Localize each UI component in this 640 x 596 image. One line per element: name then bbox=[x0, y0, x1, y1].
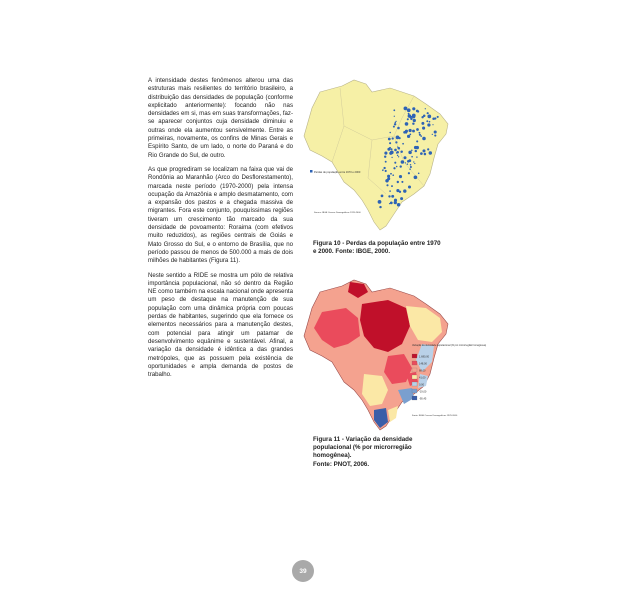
loss-dot bbox=[384, 152, 387, 155]
loss-dot bbox=[429, 121, 431, 123]
figure-11-caption bbox=[313, 436, 431, 469]
loss-dot bbox=[396, 152, 397, 153]
loss-dot bbox=[420, 152, 423, 155]
fig10-source-note: Source: IBGE Censos Demográficos 1970-2000 bbox=[314, 212, 361, 214]
legend-label: -19,00 bbox=[419, 390, 427, 394]
loss-dot bbox=[424, 153, 427, 156]
figure-11-caption-line-3: homogênea). bbox=[313, 452, 352, 460]
legend-swatch bbox=[412, 368, 417, 372]
loss-dot bbox=[427, 115, 431, 119]
loss-dot bbox=[407, 118, 409, 120]
legend-label: 1.680,00 bbox=[419, 355, 430, 359]
loss-dot bbox=[405, 162, 406, 163]
loss-dot bbox=[388, 138, 391, 141]
loss-dot bbox=[411, 149, 413, 151]
loss-dot bbox=[395, 141, 397, 143]
loss-dot bbox=[427, 112, 429, 114]
loss-dot bbox=[408, 151, 412, 155]
loss-dot bbox=[427, 123, 430, 126]
fig11-source-note: Fonte: IBGE Censos Demográficos 1970-2000 bbox=[412, 415, 458, 417]
loss-dot bbox=[397, 155, 398, 156]
loss-dot bbox=[422, 127, 425, 130]
loss-dot bbox=[385, 170, 387, 172]
loss-dot bbox=[387, 175, 390, 178]
loss-dot bbox=[410, 166, 412, 168]
loss-dot bbox=[409, 116, 412, 119]
loss-dot bbox=[414, 175, 418, 179]
loss-dot bbox=[400, 151, 402, 153]
legend-swatch bbox=[412, 361, 417, 365]
loss-dot bbox=[416, 146, 419, 149]
loss-dot bbox=[437, 116, 439, 118]
loss-dot bbox=[412, 107, 415, 110]
legend-swatch bbox=[412, 382, 417, 386]
figure-11-caption-line-1: Figura 11 - Variação da densidade bbox=[313, 436, 413, 443]
loss-dot bbox=[412, 115, 416, 119]
loss-dot bbox=[434, 135, 436, 137]
loss-dot bbox=[400, 165, 402, 167]
loss-dot bbox=[401, 181, 403, 183]
page-number-badge: 39 bbox=[292, 560, 314, 582]
loss-dot bbox=[403, 156, 406, 159]
loss-dot bbox=[383, 167, 385, 169]
brazil-land-fig10 bbox=[304, 80, 448, 230]
figure-10-caption: Figura 10 - Perdas da população entre 1970 e 2000. Fonte: IBGE, 2000. bbox=[313, 240, 441, 256]
loss-dot bbox=[395, 121, 396, 122]
loss-dot bbox=[394, 199, 397, 202]
legend-swatch bbox=[412, 354, 417, 358]
legend-label: 148,00 bbox=[419, 362, 427, 366]
loss-dot bbox=[384, 156, 386, 158]
loss-dot bbox=[389, 147, 391, 149]
loss-dot bbox=[408, 113, 410, 115]
loss-dot bbox=[413, 119, 416, 122]
loss-dot bbox=[429, 151, 432, 154]
loss-dot bbox=[402, 143, 404, 145]
paragraph-3: Neste sentido a RIDE se mostra um pólo de relativa importância populacional, não só dentro da Região NE como também na escala nacional onde apresenta um peso de destaque na manutenção de sua população com uma dinâmica própria com poucas perdas de habitantes, sugerindo que ela fornece os elementos necessários para a manutenção destes, com potencial para atingir um patamar de desenvolvimento equânime e sustentável. Afinal, a variação da densidade é idêntica a das grandes metrópoles, que as possuem pela existência de oportunidades e ampla demanda de postos de trabalho. bbox=[148, 271, 293, 379]
figure-10-map bbox=[302, 78, 452, 233]
loss-dot bbox=[390, 202, 393, 205]
loss-dot bbox=[408, 110, 411, 113]
loss-dot bbox=[396, 136, 400, 140]
loss-dot bbox=[403, 189, 406, 192]
legend-swatch bbox=[412, 389, 417, 393]
loss-dot bbox=[409, 168, 411, 170]
legend-swatch bbox=[412, 375, 417, 379]
loss-dot bbox=[391, 185, 393, 187]
loss-dot bbox=[392, 174, 394, 176]
loss-dot bbox=[396, 189, 399, 192]
legend-label: 41,00 bbox=[419, 376, 426, 380]
loss-dot bbox=[405, 122, 409, 126]
loss-dot bbox=[386, 184, 388, 186]
loss-dot bbox=[390, 148, 392, 150]
loss-dot bbox=[388, 195, 390, 197]
loss-dot bbox=[408, 129, 411, 132]
loss-dot bbox=[407, 160, 410, 163]
loss-dot bbox=[418, 132, 420, 134]
loss-dot bbox=[398, 156, 399, 157]
loss-dot bbox=[434, 130, 437, 133]
loss-dot bbox=[416, 156, 417, 157]
loss-dot bbox=[416, 128, 419, 131]
loss-dot bbox=[393, 126, 395, 128]
loss-dot bbox=[403, 131, 406, 134]
legend-label: 0,00 bbox=[419, 383, 425, 387]
loss-dot bbox=[412, 130, 415, 133]
loss-dot bbox=[378, 200, 382, 204]
loss-dot bbox=[422, 149, 425, 152]
figure-11-caption-line-4: Fonte: PNOT, 2006. bbox=[313, 460, 370, 468]
loss-dot bbox=[410, 164, 412, 166]
loss-dot bbox=[389, 132, 391, 134]
loss-dot bbox=[412, 122, 414, 124]
loss-dot bbox=[381, 195, 382, 196]
loss-dot bbox=[418, 173, 420, 175]
loss-dot bbox=[432, 117, 435, 120]
loss-dot bbox=[421, 122, 424, 125]
loss-dot bbox=[393, 167, 395, 169]
loss-dot bbox=[392, 137, 394, 139]
loss-dot bbox=[414, 163, 415, 164]
loss-dot bbox=[416, 110, 419, 113]
loss-dot bbox=[421, 116, 423, 118]
loss-dot bbox=[399, 175, 402, 178]
loss-dot bbox=[411, 156, 413, 158]
loss-dot bbox=[394, 162, 396, 164]
figure-11-caption-line-2: populacional (% por microrregião bbox=[313, 444, 412, 452]
loss-dot bbox=[382, 169, 383, 170]
loss-dot bbox=[397, 127, 400, 130]
legend-label: 88,00 bbox=[419, 369, 426, 373]
paragraph-2: As que progrediram se localizam na faixa que vai de Rondônia ao Maranhão (Arco do Desflorestamento), marcada neste período (1970-2000) pela intensa ocupação da Amazônia e amplo desmatamento, com a expansão dos pastos e a chegada massiva de migrantes. Fora este conjunto, pouquíssimas regiões tiveram um crescimento tão marcado da sua densidade de povoamento: Roraima (com efetivos muito reduzidos), as regiões centrais de Goiás e Mato Grosso do Sul, e o entorno de Brasília, que no período passou de menos de 500.000 a mais de dois milhões de habitantes (Figura 11). bbox=[148, 165, 293, 265]
loss-dot bbox=[401, 160, 405, 164]
loss-dot bbox=[393, 109, 395, 111]
loss-dot bbox=[432, 124, 433, 125]
loss-dot bbox=[427, 148, 429, 150]
legend-label: -95,45 bbox=[419, 397, 427, 401]
loss-dot bbox=[390, 173, 392, 175]
paragraph-1: A intensidade destes fenômenos alterou uma das estruturas mais resilientes do território brasileiro, a distribuição das densidades de população (conforme explicitado anteriormente): focando não nas densidades em si, mas em suas transformações, faz-se aparecer conjuntos cuja densidade diminuiu e outras onde ela aumentou sensivelmente. Entre as primeiras, novamente, os confins de Minas Gerais e Espírito Santo, de um lado, o norte do Paraná e do Rio Grande do Sul, de outro. bbox=[148, 77, 293, 159]
loss-dot bbox=[408, 185, 411, 188]
loss-dot bbox=[408, 172, 410, 174]
loss-dot bbox=[426, 120, 428, 122]
loss-dot bbox=[419, 134, 421, 136]
fig11-legend-title: Variação da densidade populacional (% por microrregião homogênea) bbox=[412, 344, 487, 347]
fig10-legend-title: Perdas de população entre 1970 e 2000 bbox=[314, 171, 361, 174]
loss-dot bbox=[397, 181, 399, 183]
loss-dot bbox=[389, 152, 392, 155]
loss-dot bbox=[391, 195, 394, 198]
loss-dot bbox=[394, 116, 395, 117]
legend-swatch bbox=[412, 396, 417, 400]
loss-dot bbox=[407, 163, 409, 165]
loss-dot bbox=[416, 140, 418, 142]
loss-dot bbox=[422, 137, 426, 141]
loss-dot bbox=[409, 133, 411, 135]
loss-dot bbox=[415, 150, 417, 152]
loss-dot bbox=[389, 142, 391, 144]
loss-dot bbox=[397, 146, 398, 147]
loss-dot bbox=[397, 203, 401, 207]
loss-dot bbox=[400, 197, 403, 200]
loss-dot bbox=[394, 123, 396, 125]
loss-dot bbox=[432, 134, 433, 135]
body-text-column bbox=[148, 77, 293, 385]
loss-dot bbox=[379, 206, 381, 208]
loss-dot bbox=[404, 107, 408, 111]
loss-dot bbox=[386, 179, 389, 182]
figure-11-map bbox=[302, 278, 487, 433]
loss-dot bbox=[394, 149, 397, 152]
loss-dot bbox=[391, 157, 392, 158]
loss-dot bbox=[425, 108, 426, 109]
loss-dot bbox=[385, 161, 387, 163]
loss-dot bbox=[389, 190, 391, 192]
loss-dot bbox=[407, 135, 410, 138]
loss-dot bbox=[396, 166, 398, 168]
loss-dot bbox=[413, 161, 414, 162]
